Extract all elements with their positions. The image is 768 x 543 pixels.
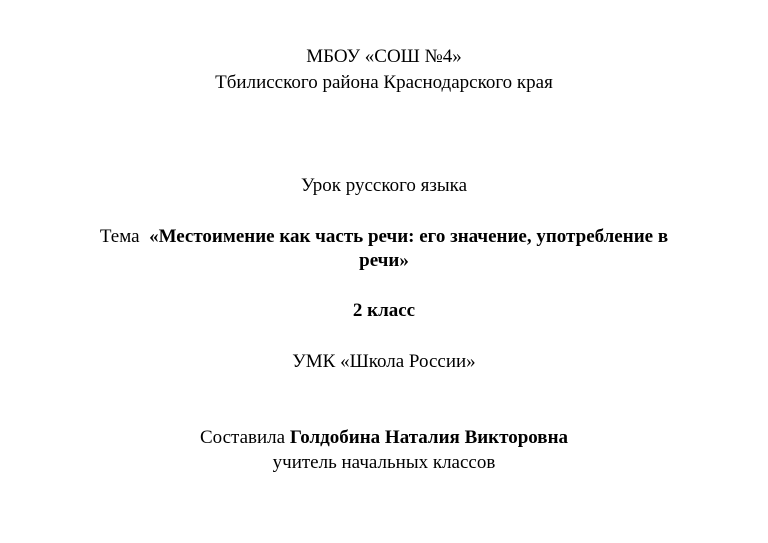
topic-line [0,226,768,248]
school-region: Тбилисского района Краснодарского края [215,72,553,93]
author-name: Голдобина Наталия Викторовна [289,427,569,448]
school-name: МБОУ «СОШ №4» [306,46,462,67]
lesson-title: Урок русского языка [300,175,468,196]
topic-title: «Местоимение как часть речи: его значение, употребление в [149,226,669,247]
grade-label: 2 класс [352,300,416,321]
umk-label: УМК «Школа России» [292,351,476,372]
topic-title-continued: речи» [359,250,409,271]
author-label: Составила [199,427,286,448]
topic-label: Тема [99,226,140,247]
author-position: учитель начальных классов [272,452,496,473]
author-line [0,427,768,449]
